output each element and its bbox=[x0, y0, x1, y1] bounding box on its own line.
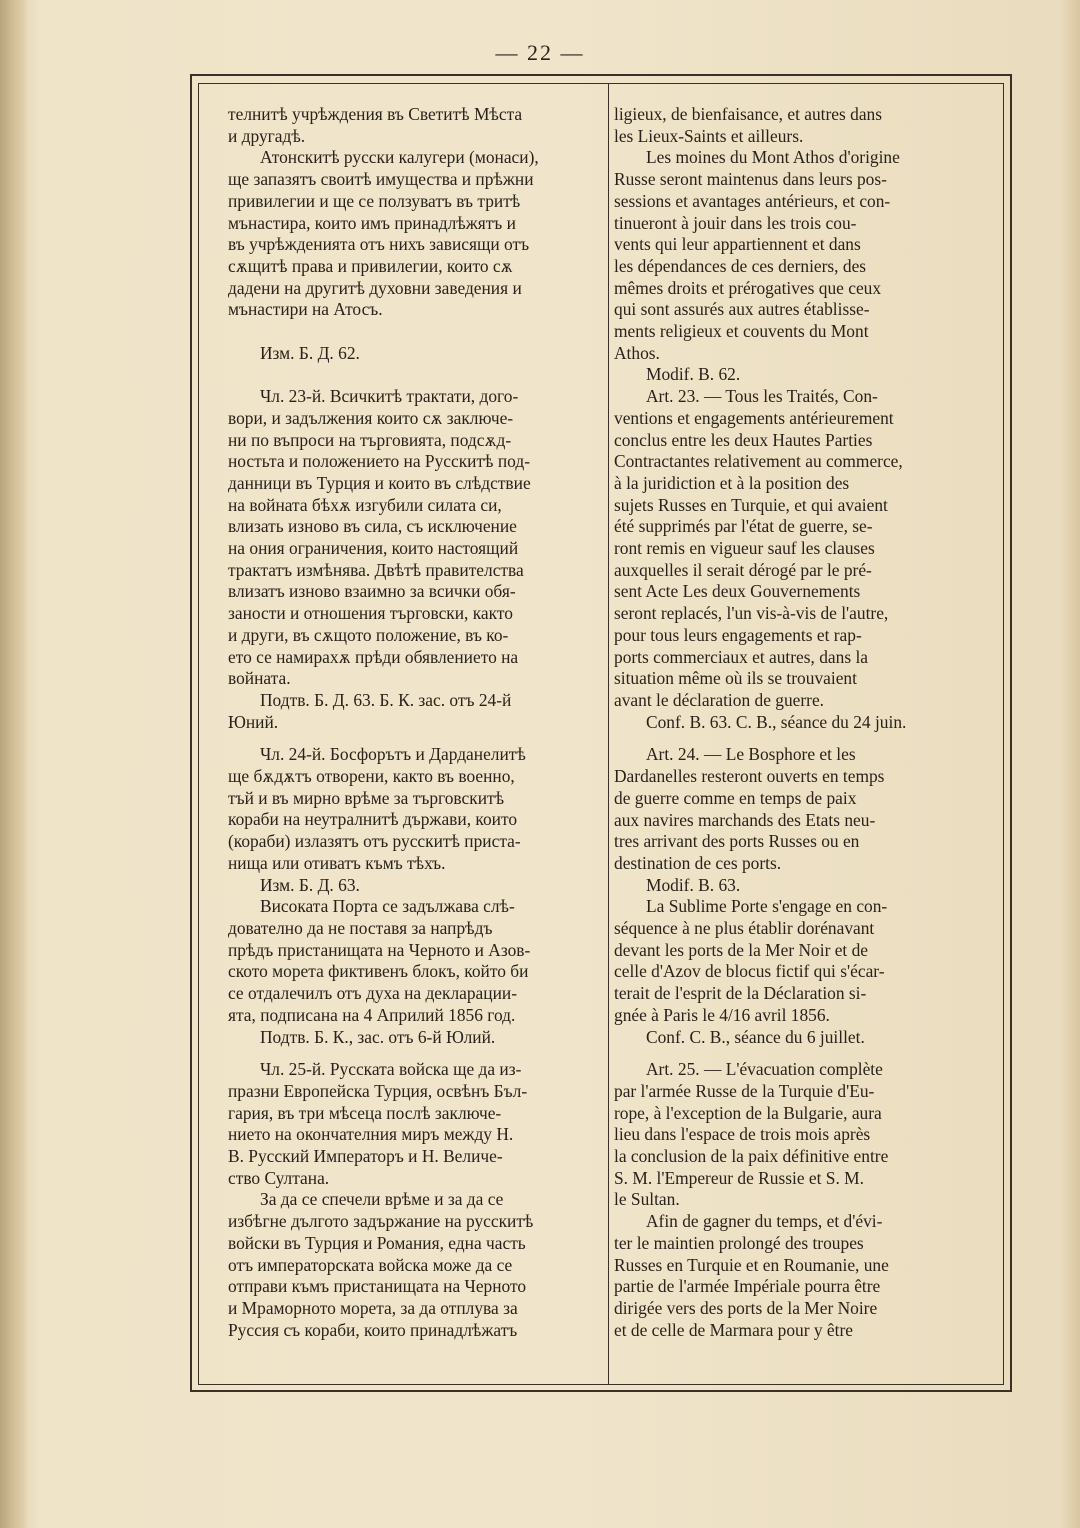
text-line: В. Русский Императоръ и Н. Величе- bbox=[228, 1146, 503, 1167]
text-line: ter le maintien prolongé des troupes bbox=[614, 1232, 864, 1253]
text-line: situation même où ils se trouvaient bbox=[614, 668, 857, 689]
text-line: привилегии и ще се ползуватъ въ тритѣ bbox=[228, 190, 521, 211]
text-line: на ония ограничения, които настоящий bbox=[228, 538, 519, 559]
text-line: За да се спечели врѣме и за да се bbox=[260, 1189, 504, 1210]
text-line: été supprimés par l'état de guerre, se- bbox=[614, 516, 873, 537]
text-line: de guerre comme en temps de paix bbox=[614, 787, 857, 808]
text-line: Юний. bbox=[228, 711, 279, 732]
text-line: дадени на другитѣ духовни заведения и bbox=[228, 277, 522, 298]
text-line: Атонскитѣ русски калугери (монаси), bbox=[260, 147, 539, 168]
paragraph bbox=[228, 896, 594, 1026]
text-line: pour tous leurs engagements et rap- bbox=[614, 624, 862, 645]
text-line: terait de l'esprit de la Déclaration si- bbox=[614, 983, 867, 1004]
text-line: ностьта и положението на Русскитѣ под- bbox=[228, 451, 530, 472]
text-line: sujets Russes en Turquie, et qui avaient bbox=[614, 494, 888, 515]
article-25 bbox=[614, 1059, 976, 1211]
text-line: отъ императорската войска може да се bbox=[228, 1254, 513, 1275]
reference-note: Modif. B. 63. bbox=[646, 874, 741, 895]
reference-note: Изм. Б. Д. 63. bbox=[260, 874, 360, 895]
text-line: ще бѫдѫтъ отворени, както въ военно, bbox=[228, 766, 515, 787]
text-line: vents qui leur appartiennent et dans bbox=[614, 234, 861, 255]
text-line: гария, въ три мѣсеца послѣ заключе- bbox=[228, 1102, 502, 1123]
text-line: влизатъ изново взаимно за всички обя- bbox=[228, 581, 516, 602]
text-line: ни по въпроси на търговията, подсѫд- bbox=[228, 429, 512, 450]
text-line: Les moines du Mont Athos d'origine bbox=[646, 147, 900, 168]
text-line: избѣгне дългото задържание на русскитѣ bbox=[228, 1211, 534, 1232]
text-line: данници въ Турция и които въ слѣдствие bbox=[228, 472, 531, 493]
text-line: празни Европейска Турция, освѣнъ Бъл- bbox=[228, 1080, 528, 1101]
text-line: par l'armée Russe de la Turquie d'Eu- bbox=[614, 1080, 875, 1101]
confirmation-note bbox=[228, 690, 594, 733]
text-line: S. M. l'Empereur de Russie et S. M. bbox=[614, 1167, 864, 1188]
text-line: la conclusion de la paix définitive entre bbox=[614, 1146, 889, 1167]
text-line: Чл. 23-й. Всичкитѣ трактати, дого- bbox=[260, 386, 519, 407]
text-line: нието на окончателния миръ между Н. bbox=[228, 1124, 514, 1145]
page-number: — 22 — bbox=[495, 40, 585, 65]
text-line: sent Acte Les deux Gouvernements bbox=[614, 581, 861, 602]
paragraph bbox=[614, 147, 976, 364]
text-line: gnée à Paris le 4/16 avril 1856. bbox=[614, 1004, 830, 1025]
text-line: lieu dans l'espace de trois mois après bbox=[614, 1124, 871, 1145]
text-line: кораби на неутралнитѣ държави, които bbox=[228, 809, 518, 830]
text-line: Contractantes relativement au commerce, bbox=[614, 451, 903, 472]
page-binding-shadow bbox=[0, 0, 28, 1528]
text-line: Подтв. Б. Д. 63. Б. К. зас. отъ 24-й bbox=[260, 689, 512, 710]
text-line: tinueront à jouir dans les trois cou- bbox=[614, 212, 857, 233]
reference-note: Modif. B. 62. bbox=[646, 364, 741, 385]
text-line: Чл. 24-й. Босфорътъ и Дарданелитѣ bbox=[260, 744, 526, 765]
paragraph bbox=[228, 1189, 594, 1341]
text-line: La Sublime Porte s'engage en con- bbox=[646, 896, 888, 917]
confirmation-note: Conf. C. B., séance du 6 juillet. bbox=[646, 1026, 865, 1047]
text-line: трактатъ измѣнява. Двѣтѣ правителства bbox=[228, 559, 524, 580]
text-line: и Мраморното морета, за да отплува за bbox=[228, 1297, 518, 1318]
reference-note: Изм. Б. Д. 62. bbox=[260, 342, 360, 363]
text-line: на войната бѣхѫ изгубили силата си, bbox=[228, 494, 502, 515]
article-24 bbox=[614, 744, 976, 874]
text-line: ското морета фиктивенъ блокъ, който би bbox=[228, 961, 529, 982]
text-line: et de celle de Marmara pour y être bbox=[614, 1319, 853, 1340]
text-line: mêmes droits et prérogatives que ceux bbox=[614, 277, 882, 298]
text-line: мънастири на Атосъ. bbox=[228, 299, 383, 320]
text-line: ligieux, de bienfaisance, et autres dans bbox=[614, 104, 883, 124]
text-line: avant le déclaration de guerre. bbox=[614, 689, 825, 710]
text-line: Art. 23. — Tous les Traités, Con- bbox=[646, 386, 878, 407]
text-line: Athos. bbox=[614, 342, 660, 363]
text-line: sessions et avantages antérieurs, et con- bbox=[614, 190, 891, 211]
text-line: rope, à l'exception de la Bulgarie, aura bbox=[614, 1102, 882, 1123]
text-line: Високата Порта се задължава слѣ- bbox=[260, 896, 515, 917]
text-line: ports commerciaux et autres, dans la bbox=[614, 646, 869, 667]
article-23 bbox=[614, 386, 976, 712]
text-line: Art. 25. — L'évacuation complète bbox=[646, 1059, 883, 1080]
text-line: séquence à ne plus établir dorénavant bbox=[614, 918, 875, 939]
text-line: à la juridiction et à la position des bbox=[614, 472, 850, 493]
text-line: войната. bbox=[228, 668, 291, 689]
text-line: и други, въ сѫщото положение, въ ко- bbox=[228, 624, 509, 645]
text-line: conclus entre les deux Hautes Parties bbox=[614, 429, 873, 450]
confirmation-note: Подтв. Б. К., зас. отъ 6-й Юлий. bbox=[260, 1026, 496, 1047]
text-line: tres arrivant des ports Russes ou en bbox=[614, 831, 860, 852]
text-line: partie de l'armée Impériale pourra être bbox=[614, 1276, 881, 1297]
text-line: ята, подписана на 4 Априлий 1856 год. bbox=[228, 1004, 516, 1025]
text-line: и другадѣ. bbox=[228, 125, 306, 146]
text-line: въ учрѣжденията отъ нихъ зависящи отъ bbox=[228, 234, 530, 255]
text-line: les dépendances de ces derniers, des bbox=[614, 255, 867, 276]
french-column bbox=[614, 104, 976, 1341]
column-divider bbox=[608, 83, 609, 1385]
text-line: (кораби) излазятъ отъ русскитѣ приста- bbox=[228, 831, 521, 852]
text-line: ство Султана. bbox=[228, 1167, 330, 1188]
text-line: destination de ces ports. bbox=[614, 852, 782, 873]
text-line: le Sultan. bbox=[614, 1189, 680, 1210]
article-24 bbox=[228, 744, 594, 874]
text-line: войски въ Турция и Романия, една часть bbox=[228, 1232, 526, 1253]
article-23 bbox=[228, 386, 594, 690]
text-line: devant les ports de la Mer Noir et de bbox=[614, 939, 869, 960]
text-line: Чл. 25-й. Русската войска ще да из- bbox=[260, 1059, 522, 1080]
text-line: прѣдъ пристанищата на Черното и Азов- bbox=[228, 939, 531, 960]
text-line: тъй и въ мирно врѣме за търговскитѣ bbox=[228, 787, 505, 808]
paragraph bbox=[614, 896, 976, 1026]
text-line: сѫщитѣ права и привилегии, които сѫ bbox=[228, 255, 513, 276]
text-line: Russes en Turquie et en Roumanie, une bbox=[614, 1254, 889, 1275]
bulgarian-column bbox=[228, 104, 594, 1341]
text-line: вори, и задължения които сѫ заключе- bbox=[228, 407, 514, 428]
paragraph bbox=[228, 147, 594, 321]
text-line: ето се намирахѫ прѣди обявлението на bbox=[228, 646, 519, 667]
text-line: celle d'Azov de blocus fictif qui s'écar- bbox=[614, 961, 885, 982]
article-25 bbox=[228, 1059, 594, 1189]
text-line: ront remis en vigueur sauf les clauses bbox=[614, 538, 875, 559]
text-line: отправи къмъ пристанищата на Черното bbox=[228, 1276, 527, 1297]
text-line: влизать изново въ сила, съ исключение bbox=[228, 516, 517, 537]
text-line: auxquelles il serait dérogé par le pré- bbox=[614, 559, 872, 580]
text-line: нища или отиватъ къмъ тѣхъ. bbox=[228, 852, 446, 873]
confirmation-note: Conf. B. 63. C. B., séance du 24 juin. bbox=[646, 711, 907, 732]
text-line: се отдалечилъ отъ духа на декларации- bbox=[228, 983, 517, 1004]
text-line: les Lieux-Saints et ailleurs. bbox=[614, 125, 804, 146]
text-line: Руссия съ кораби, които принадлѣжатъ bbox=[228, 1319, 518, 1340]
text-line: ще запазятъ своитѣ имущества и прѣжни bbox=[228, 169, 534, 190]
text-line: seront replacés, l'un vis-à-vis de l'autre, bbox=[614, 603, 889, 624]
text-line: Art. 24. — Le Bosphore et les bbox=[646, 744, 856, 765]
text-line: qui sont assurés aux autres établisse- bbox=[614, 299, 870, 320]
text-line: aux navires marchands des Etats neu- bbox=[614, 809, 876, 830]
text-line: дователно да не поставя за напрѣдъ bbox=[228, 917, 493, 938]
paragraph bbox=[614, 104, 976, 147]
text-line: dirigée vers des ports de la Mer Noire bbox=[614, 1297, 878, 1318]
text-line: Dardanelles resteront ouverts en temps bbox=[614, 766, 885, 787]
text-line: Afin de gagner du temps, et d'évi- bbox=[646, 1211, 883, 1232]
text-line: ventions et engagements antérieurement bbox=[614, 407, 894, 428]
paragraph bbox=[228, 104, 594, 147]
text-line: ments religieux et couvents du Mont bbox=[614, 321, 869, 342]
text-line: Russe seront maintenus dans leurs pos- bbox=[614, 169, 887, 190]
paragraph bbox=[614, 1211, 976, 1341]
text-line: заности и отношения търговски, както bbox=[228, 603, 513, 624]
text-line: телнитѣ учрѣждения въ Светитѣ Мѣста bbox=[228, 104, 523, 124]
text-line: мънастира, които имъ принадлѣжятъ и bbox=[228, 212, 516, 233]
